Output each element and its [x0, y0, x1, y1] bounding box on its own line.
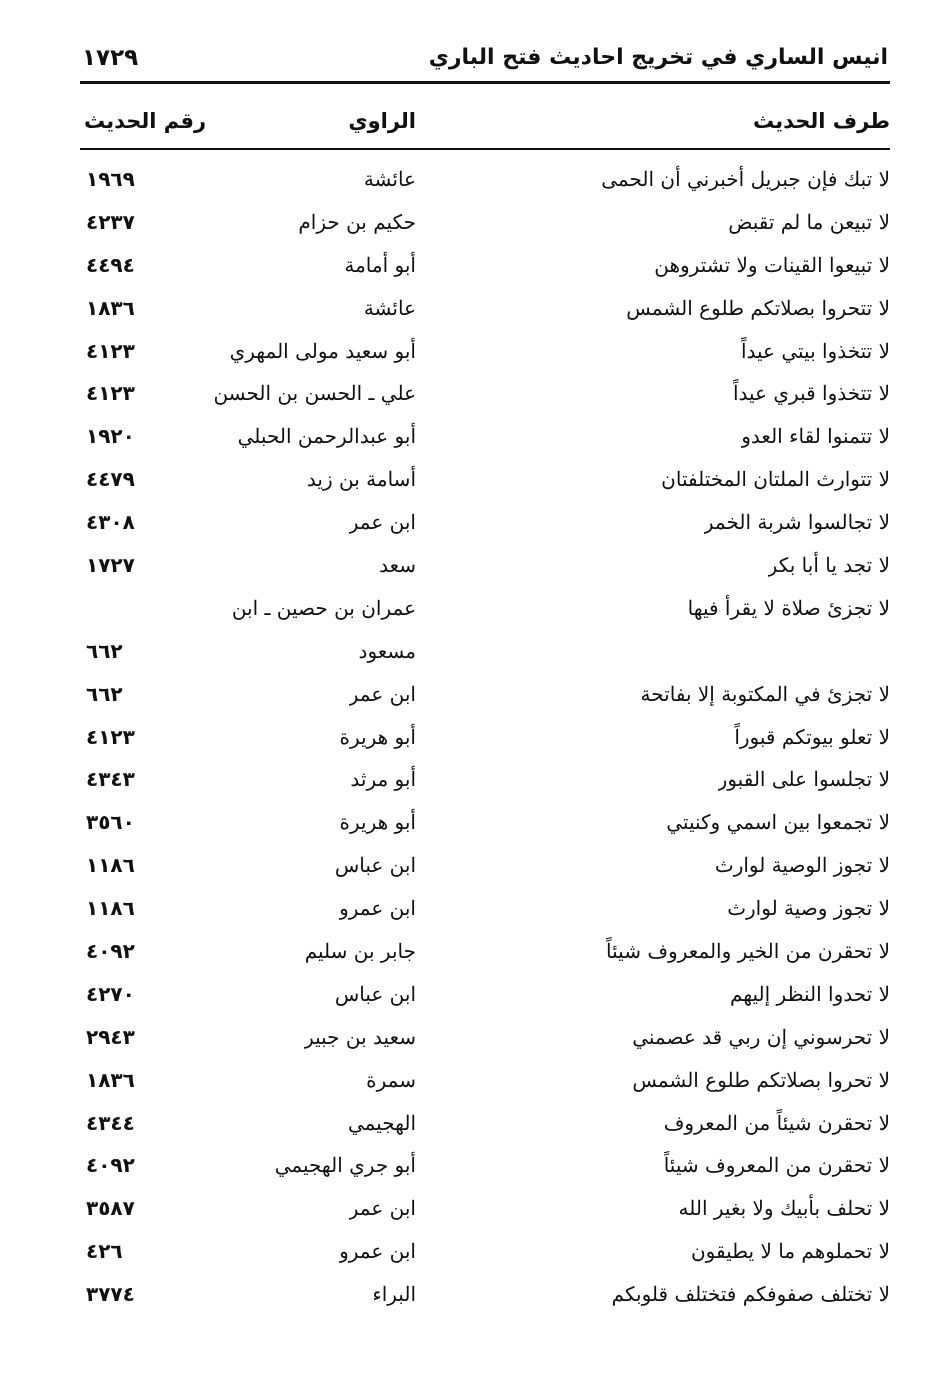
table-row — [80, 158, 890, 201]
table-row — [80, 801, 890, 844]
hadith-rawi: ابن عباس — [334, 981, 416, 1006]
hadith-rawi: سمرة — [366, 1067, 416, 1092]
hadith-tarf: لا تجوز وصية لوارث — [727, 896, 890, 921]
hadith-number: ٦٦٢ — [86, 681, 123, 706]
hadith-number: ٣٥٨٧ — [86, 1196, 135, 1221]
hadith-rawi: ابن عباس — [334, 853, 416, 878]
table-row — [80, 716, 890, 759]
hadith-number: ١١٨٦ — [86, 896, 135, 921]
table-row — [80, 587, 890, 630]
column-header-tarf: طرف الحديث — [752, 109, 890, 133]
page-number: ١٧٢٩ — [82, 45, 139, 71]
hadith-tarf: لا تتخذوا قبري عيداً — [732, 381, 890, 406]
table-row — [80, 973, 890, 1016]
table-row — [80, 372, 890, 415]
table-row — [80, 758, 890, 801]
hadith-rawi: أبو عبدالرحمن الحبلي — [237, 424, 416, 449]
column-header-rule — [80, 148, 890, 150]
hadith-number: ١٩٦٩ — [86, 167, 135, 191]
hadith-number: ٤٣٤٤ — [86, 1110, 135, 1135]
hadith-number: ١٨٣٦ — [86, 1067, 135, 1092]
hadith-number: ٤١٢٣ — [86, 338, 135, 363]
hadith-number: ٤٠٩٢ — [86, 939, 135, 964]
hadith-tarf: لا تبك فإن جبريل أخبرني أن الحمى — [601, 167, 890, 191]
hadith-rawi: أبو أمامة — [344, 252, 416, 277]
hadith-number: ٦٦٢ — [86, 638, 123, 663]
hadith-number: ٤١٢٣ — [86, 381, 135, 406]
hadith-rawi: علي ـ الحسن بن الحسن — [213, 381, 416, 406]
hadith-tarf: لا تعلو بيوتكم قبوراً — [734, 724, 890, 749]
table-row — [80, 1144, 890, 1187]
table-row — [80, 1016, 890, 1059]
running-header — [80, 40, 888, 80]
hadith-tarf: لا تجلسوا على القبور — [717, 767, 890, 792]
hadith-number: ٤٤٧٩ — [86, 467, 135, 492]
hadith-tarf: لا تجزئ صلاة لا يقرأ فيها — [687, 595, 890, 620]
hadith-rawi: أبو جري الهجيمي — [274, 1153, 416, 1178]
hadith-tarf: لا تحدوا النظر إليهم — [729, 981, 890, 1006]
hadith-tarf: لا تتحروا بصلاتكم طلوع الشمس — [626, 295, 890, 320]
hadith-number: ٤٢٧٠ — [86, 981, 135, 1006]
hadith-rawi: أبو هريرة — [339, 810, 416, 835]
hadith-number: ٣٧٧٤ — [86, 1282, 135, 1307]
hadith-tarf: لا تحقرن من الخير والمعروف شيئاً — [606, 939, 890, 964]
hadith-number: ٤٣٠٨ — [86, 510, 135, 535]
hadith-tarf: لا تجد يا أبا بكر — [767, 553, 890, 578]
hadith-rawi: عائشة — [363, 167, 416, 191]
hadith-rawi: ابن عمر — [348, 510, 416, 535]
hadith-tarf: لا تبيعن ما لم تقبض — [728, 209, 890, 234]
hadith-rawi: حكيم بن حزام — [298, 209, 416, 234]
hadith-number: ٤٣٤٣ — [86, 767, 135, 792]
table-row — [80, 887, 890, 930]
hadith-number: ١٧٢٧ — [86, 553, 135, 578]
hadith-index-table — [80, 158, 890, 1316]
hadith-number: ١١٨٦ — [86, 853, 135, 878]
hadith-rawi: أسامة بن زيد — [306, 467, 416, 492]
book-title: انيس الساري في تخريج احاديث فتح الباري — [428, 45, 888, 70]
table-row — [80, 501, 890, 544]
hadith-rawi: جابر بن سليم — [304, 939, 416, 964]
table-row — [80, 844, 890, 887]
hadith-number: ٤٢٣٧ — [86, 209, 135, 234]
hadith-tarf: لا تحرسوني إن ربي قد عصمني — [632, 1024, 890, 1049]
hadith-tarf: لا تجالسوا شربة الخمر — [703, 510, 890, 535]
hadith-rawi: أبو مرثد — [350, 767, 416, 792]
hadith-number: ٢٩٤٣ — [86, 1024, 135, 1049]
hadith-tarf: لا تجزئ في المكتوبة إلا بفاتحة — [640, 681, 890, 706]
hadith-tarf: لا تحلف بأبيك ولا بغير الله — [678, 1196, 890, 1221]
table-row — [80, 415, 890, 458]
hadith-number: ٤٠٩٢ — [86, 1153, 135, 1178]
table-row — [80, 244, 890, 287]
hadith-rawi: ابن عمرو — [339, 1239, 416, 1264]
hadith-rawi: البراء — [372, 1282, 416, 1307]
hadith-tarf: لا تحقرن من المعروف شيئاً — [663, 1153, 890, 1178]
table-row — [80, 1187, 890, 1230]
hadith-rawi: ابن عمرو — [339, 896, 416, 921]
hadith-number: ٣٥٦٠ — [86, 810, 135, 835]
table-row — [80, 201, 890, 244]
table-row — [80, 330, 890, 373]
table-row — [80, 287, 890, 330]
hadith-rawi: مسعود — [358, 638, 416, 663]
hadith-number: ٤١٢٣ — [86, 724, 135, 749]
hadith-tarf: لا تتمنوا لقاء العدو — [741, 424, 890, 449]
hadith-tarf: لا تبيعوا القينات ولا تشتروهن — [654, 252, 890, 277]
table-row — [80, 1059, 890, 1102]
hadith-number: ٤٤٩٤ — [86, 252, 135, 277]
hadith-number: ١٩٢٠ — [86, 424, 135, 449]
hadith-tarf: لا تتوارث الملتان المختلفتان — [661, 467, 890, 492]
hadith-rawi: الهجيمي — [347, 1110, 416, 1135]
table-row — [80, 1273, 890, 1316]
hadith-rawi: سعيد بن جبير — [304, 1024, 416, 1049]
hadith-rawi: أبو سعيد مولى المهري — [229, 338, 416, 363]
table-row — [80, 930, 890, 973]
table-row — [80, 458, 890, 501]
hadith-tarf: لا تحملوهم ما لا يطيقون — [690, 1239, 890, 1264]
column-header-rawi: الراوي — [348, 109, 416, 133]
hadith-rawi: ابن عمر — [348, 1196, 416, 1221]
hadith-tarf: لا تتخذوا بيتي عيداً — [740, 338, 890, 363]
hadith-number: ١٨٣٦ — [86, 295, 135, 320]
table-row — [80, 630, 890, 673]
hadith-rawi: ابن عمر — [348, 681, 416, 706]
table-row — [80, 1102, 890, 1145]
column-header-raqm: رقم الحديث — [84, 109, 207, 133]
hadith-rawi: عمران بن حصين ـ ابن — [231, 595, 416, 620]
hadith-rawi: عائشة — [363, 295, 416, 320]
hadith-rawi: سعد — [379, 553, 416, 578]
hadith-tarf: لا تختلف صفوفكم فتختلف قلوبكم — [611, 1282, 890, 1307]
hadith-rawi: أبو هريرة — [339, 724, 416, 749]
hadith-number: ٤٢٦ — [86, 1239, 123, 1264]
hadith-tarf: لا تحقرن شيئاً من المعروف — [663, 1110, 890, 1135]
hadith-tarf: لا تجمعوا بين اسمي وكنيتي — [666, 810, 890, 835]
hadith-tarf: لا تجوز الوصية لوارث — [714, 853, 890, 878]
table-row — [80, 1230, 890, 1273]
header-rule — [80, 81, 890, 84]
hadith-tarf: لا تحروا بصلاتكم طلوع الشمس — [632, 1067, 890, 1092]
column-headers — [80, 102, 890, 142]
table-row — [80, 673, 890, 716]
table-row — [80, 544, 890, 587]
